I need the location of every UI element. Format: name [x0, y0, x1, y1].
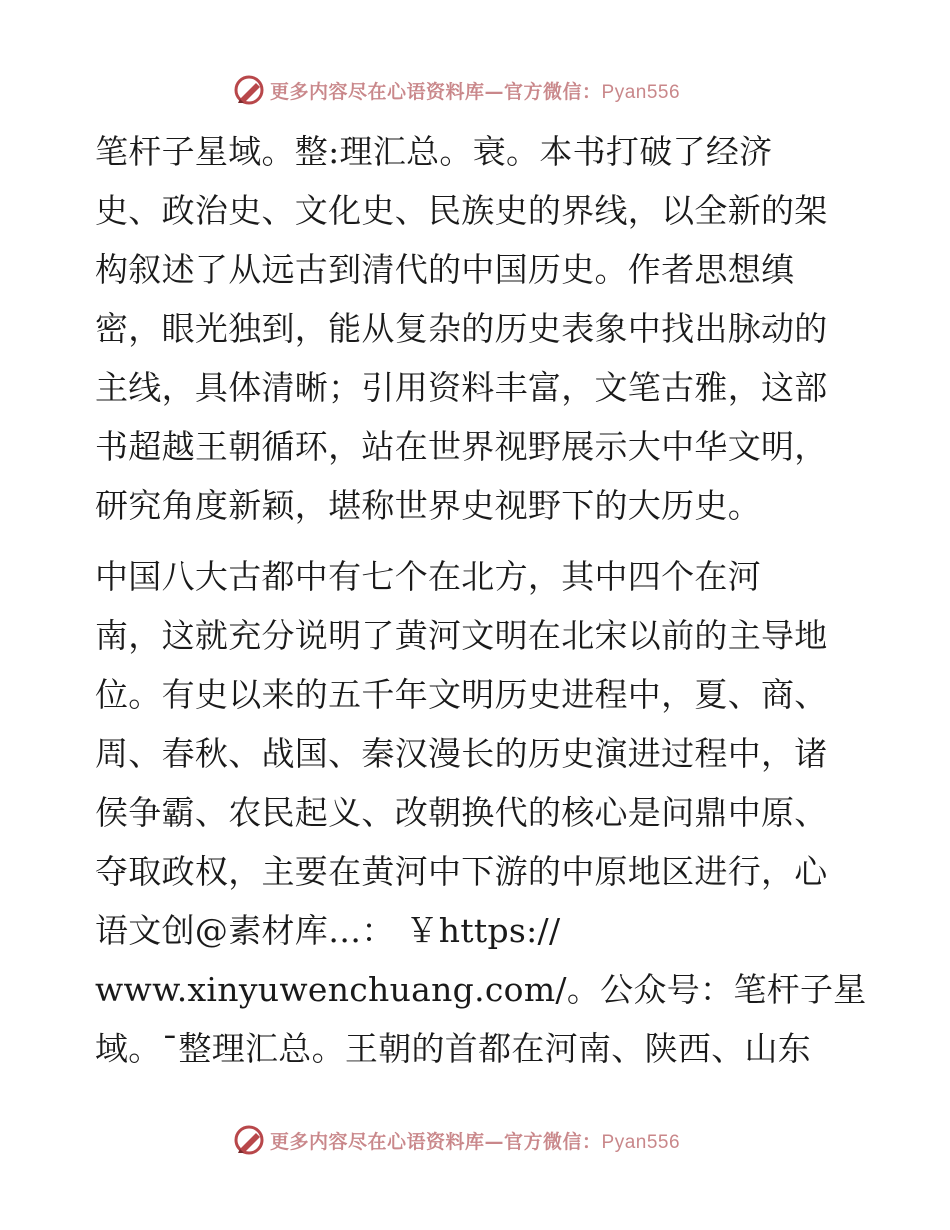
text-line: 夺取政权，主要在黄河中下游的中原地区进行，心 [95, 852, 828, 891]
text-line: 主线，具体清晰；引用资料丰富，文笔古雅，这部 [95, 368, 828, 407]
header-wechat-id: Pyan556 [601, 81, 681, 103]
pen-logo-icon [232, 1123, 266, 1157]
text-line: 笔杆子星域。整:理汇总。衰。本书打破了经济 [95, 132, 773, 171]
header-banner [232, 70, 732, 110]
text-line: 研究角度新颖，堪称世界史视野下的大历史。 [95, 486, 761, 525]
text-line: 位。有史以来的五千年文明历史进程中，夏、商、 [95, 675, 828, 714]
body-text [95, 122, 867, 1078]
header-site-text: 更多内容尽在心语资料库—官方微信： [270, 80, 602, 103]
pen-logo-icon [232, 73, 266, 107]
paragraph-2 [95, 547, 867, 1078]
text-line: 构叙述了从远古到清代的中国历史。作者思想缜 [95, 250, 795, 289]
footer-banner-text [270, 1127, 680, 1154]
header-banner-text [270, 77, 680, 104]
footer-wechat-id: Pyan556 [601, 1131, 681, 1153]
text-line: 书超越王朝循环，站在世界视野展示大中华文明， [95, 427, 828, 466]
text-line: 侯争霸、农民起义、改朝换代的核心是问鼎中原、 [95, 793, 828, 832]
text-line: 域。¯整理汇总。王朝的首都在河南、陕西、山东 [95, 1029, 812, 1068]
text-line: www.xinyuwenchuang.com/。公众号：笔杆子星 [95, 970, 867, 1009]
footer-banner [232, 1120, 732, 1160]
text-line: 密，眼光独到，能从复杂的历史表象中找出脉动的 [95, 309, 828, 348]
text-line: 史、政治史、文化史、民族史的界线，以全新的架 [95, 191, 828, 230]
text-line: 语文创@素材库…： ￥https:// [95, 911, 561, 950]
paragraph-1 [95, 122, 855, 535]
text-line: 中国八大古都中有七个在北方，其中四个在河 [95, 557, 761, 596]
text-line: 南，这就充分说明了黄河文明在北宋以前的主导地 [95, 616, 828, 655]
text-line: 周、春秋、战国、秦汉漫长的历史演进过程中，诸 [95, 734, 828, 773]
paragraph-gap [95, 535, 855, 547]
footer-site-text: 更多内容尽在心语资料库—官方微信： [270, 1130, 602, 1153]
